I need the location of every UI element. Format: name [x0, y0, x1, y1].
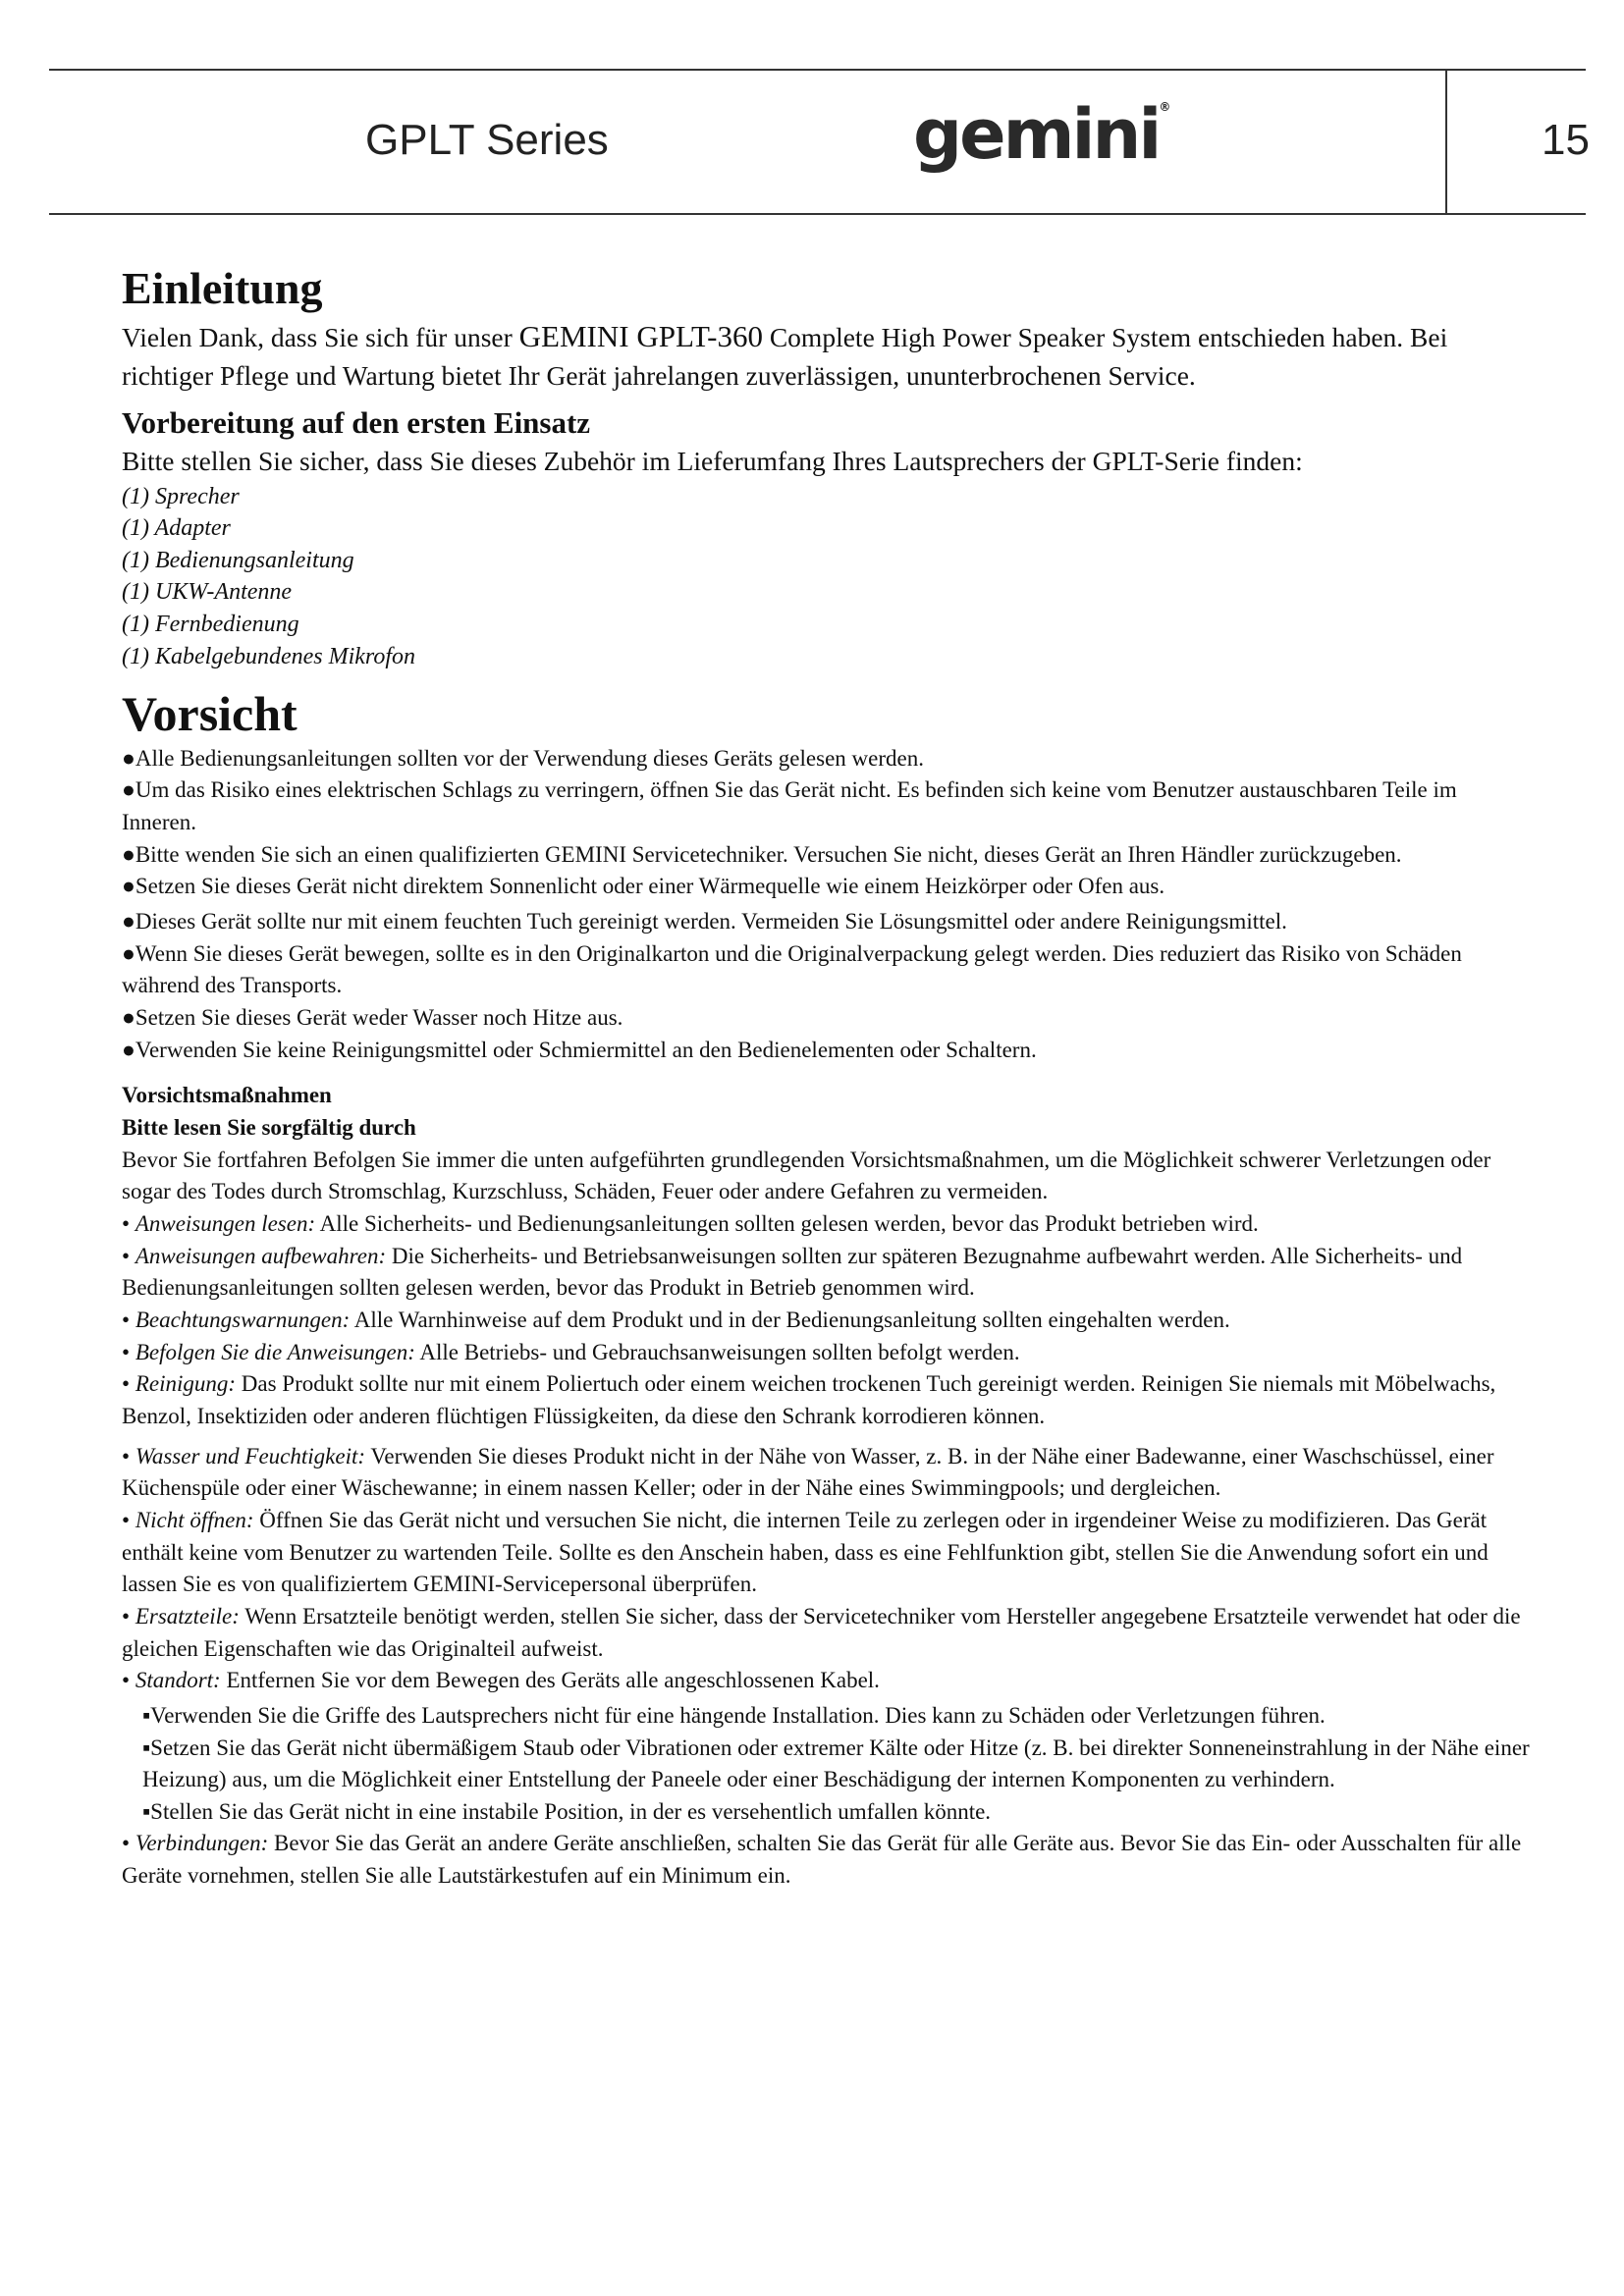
caution-heading: Vorsicht: [122, 686, 298, 742]
location-subitem: ▪Stellen Sie das Gerät nicht in eine instabile Position, in der es versehentlich umfallen könnte.: [142, 1798, 992, 1824]
precautions-intro: Bevor Sie fortfahren Befolgen Sie immer die unten aufgeführten grundlegenden Vorsichtsmaßnahmen, um die Möglichkeit schwerer Verletzungen oder sogar des Todes durch Stromschlag, Kurzschluss, Schäden, Feuer oder andere Gefahren zu vermeiden.: [122, 1147, 1491, 1204]
precaution-item: • Ersatzteile: Wenn Ersatzteile benötigt werden, stellen Sie sicher, dass der Servicetechniker vom Hersteller angegebene Ersatzteile verwendet hat oder die gleichen Eigenschaften wie das Originalteil aufweist.: [122, 1603, 1521, 1661]
precaution-item: • Verbindungen: Bevor Sie das Gerät an andere Geräte anschließen, schalten Sie das Gerät für alle Geräte aus. Bevor Sie das Ein- oder Ausschalten für alle Geräte vornehmen, stellen Sie alle Lautstärkestufen auf ein Minimum ein.: [122, 1831, 1522, 1889]
header-divider: [1445, 71, 1447, 213]
precaution-item: • Befolgen Sie die Anweisungen: Alle Betriebs- und Gebrauchsanweisungen sollten befolgt werden.: [122, 1339, 1020, 1364]
caution-item: ●Dieses Gerät sollte nur mit einem feuchten Tuch gereinigt werden. Vermeiden Sie Lösungsmittel oder andere Reinigungsmittel.: [122, 909, 1287, 934]
series-title: GPLT Series: [365, 116, 609, 164]
precautions-heading: Vorsichtsmaßnahmen: [122, 1083, 332, 1108]
accessory-item: (1) Adapter: [122, 515, 231, 542]
precautions-subheading: Bitte lesen Sie sorgfältig durch: [122, 1115, 416, 1141]
caution-list: [122, 743, 1536, 1067]
location-subitem: ▪Setzen Sie das Gerät nicht übermäßigem Staub oder Vibrationen oder extremer Kälte oder Hitze (z. B. bei direkter Sonneneinstrahlung in der Nähe einer Heizung) aus, um die Möglichkeit einer Entstellung der Paneele oder einer Beschädigung der internen Komponenten zu verhindern.: [142, 1735, 1530, 1792]
caution-item: ●Bitte wenden Sie sich an einen qualifizierten GEMINI Servicetechniker. Versuchen Sie nicht, dieses Gerät an Ihren Händler zurückzugeben.: [122, 841, 1402, 867]
precaution-item: • Anweisungen lesen: Alle Sicherheits- und Bedienungsanleitungen sollten gelesen werden, bevor das Produkt betrieben wird.: [122, 1211, 1259, 1237]
accessory-item: (1) Fernbedienung: [122, 612, 299, 638]
accessory-item: (1) Kabelgebundenes Mikrofon: [122, 643, 416, 669]
precaution-item: • Wasser und Feuchtigkeit: Verwenden Sie dieses Produkt nicht in der Nähe von Wasser, z. B. in der Nähe einer Badewanne, einer Waschschüssel, einer Küchenspüle oder einer Wäschewanne; in einem nassen Keller; oder in der Nähe eines Swimmingpools; und dergleichen.: [122, 1443, 1494, 1501]
product-name: GEMINI GPLT-360: [518, 318, 763, 353]
precaution-item: • Beachtungswarnungen: Alle Warnhinweise auf dem Produkt und in der Bedienungsanleitung sollten eingehalten werden.: [122, 1307, 1230, 1332]
accessory-item: (1) Bedienungsanleitung: [122, 547, 354, 573]
location-subitem: ▪Verwenden Sie die Griffe des Lautsprechers nicht für eine hängende Installation. Dies kann zu Schäden oder Verletzungen führen.: [142, 1702, 1326, 1728]
prep-heading: Vorbereitung auf den ersten Einsatz: [122, 404, 591, 440]
registered-mark: ®: [1159, 100, 1171, 114]
caution-item: ●Wenn Sie dieses Gerät bewegen, sollte es in den Originalkarton und die Originalverpackung gelegt werden. Dies reduziert das Risiko von Schäden während des Transports.: [122, 940, 1462, 998]
page-header: [49, 69, 1590, 215]
page-number: 15: [1542, 116, 1590, 164]
intro-text: Vielen Dank, dass Sie sich für unser GEMINI GPLT-360 Complete High Power Speaker System entschieden haben. Bei richtiger Pflege und Wartung bietet Ihr Gerät jahrelangen zuverlässigen, ununterbrochenen Service.: [122, 318, 1448, 392]
caution-item: ●Verwenden Sie keine Reinigungsmittel oder Schmiermittel an den Bedienelementen oder Schaltern.: [122, 1037, 1037, 1062]
caution-item: ●Alle Bedienungsanleitungen sollten vor der Verwendung dieses Geräts gelesen werden.: [122, 745, 924, 771]
intro-heading: Einleitung: [122, 263, 323, 313]
precaution-item: • Nicht öffnen: Öffnen Sie das Gerät nicht und versuchen Sie nicht, die internen Teile zu zerlegen oder in irgendeiner Weise zu modifizieren. Das Gerät enthält keine vom Benutzer zu wartenden Teile. Sollte es den Anschein haben, dass es eine Fehlfunktion gibt, stellen Sie die Anwendung sofort ein und lassen Sie es von qualifiziertem GEMINI-Servicepersonal überprüfen.: [122, 1507, 1489, 1597]
accessory-item: (1) Sprecher: [122, 483, 240, 509]
precautions-section: [122, 1080, 1536, 1892]
accessory-list: [122, 481, 1536, 673]
brand-name: gemini: [913, 94, 1160, 175]
caution-item: ●Um das Risiko eines elektrischen Schlags zu verringern, öffnen Sie das Gerät nicht. Es befinden sich keine vom Benutzer austauschbaren Teile im Inneren.: [122, 777, 1457, 835]
gemini-logo: [913, 94, 1170, 175]
page-content: [122, 263, 1536, 1893]
caution-item: ●Setzen Sie dieses Gerät nicht direktem Sonnenlicht oder einer Wärmequelle wie einem Heizkörper oder Ofen aus.: [122, 874, 1165, 899]
prep-text: Bitte stellen Sie sicher, dass Sie dieses Zubehör im Lieferumfang Ihres Lautsprechers der GPLT-Serie finden:: [122, 446, 1303, 477]
accessory-item: (1) UKW-Antenne: [122, 579, 293, 606]
precaution-item: • Standort: Entfernen Sie vor dem Bewegen des Geräts alle angeschlossenen Kabel.: [122, 1668, 880, 1693]
precaution-item: • Anweisungen aufbewahren: Die Sicherheits- und Betriebsanweisungen sollten zur späteren Bezugnahme aufbewahrt werden. Alle Sicherheits- und Bedienungsanleitungen sollten gelesen werden, bevor das Produkt in Betrieb genommen wird.: [122, 1243, 1463, 1301]
precaution-item: • Reinigung: Das Produkt sollte nur mit einem Poliertuch oder einem weichen trockenen Tuch gereinigt werden. Reinigen Sie niemals mit Möbelwachs, Benzol, Insektiziden oder anderen flüchtigen Flüssigkeiten, da diese den Schrank korrodieren können.: [122, 1371, 1496, 1428]
caution-item: ●Setzen Sie dieses Gerät weder Wasser noch Hitze aus.: [122, 1005, 623, 1031]
